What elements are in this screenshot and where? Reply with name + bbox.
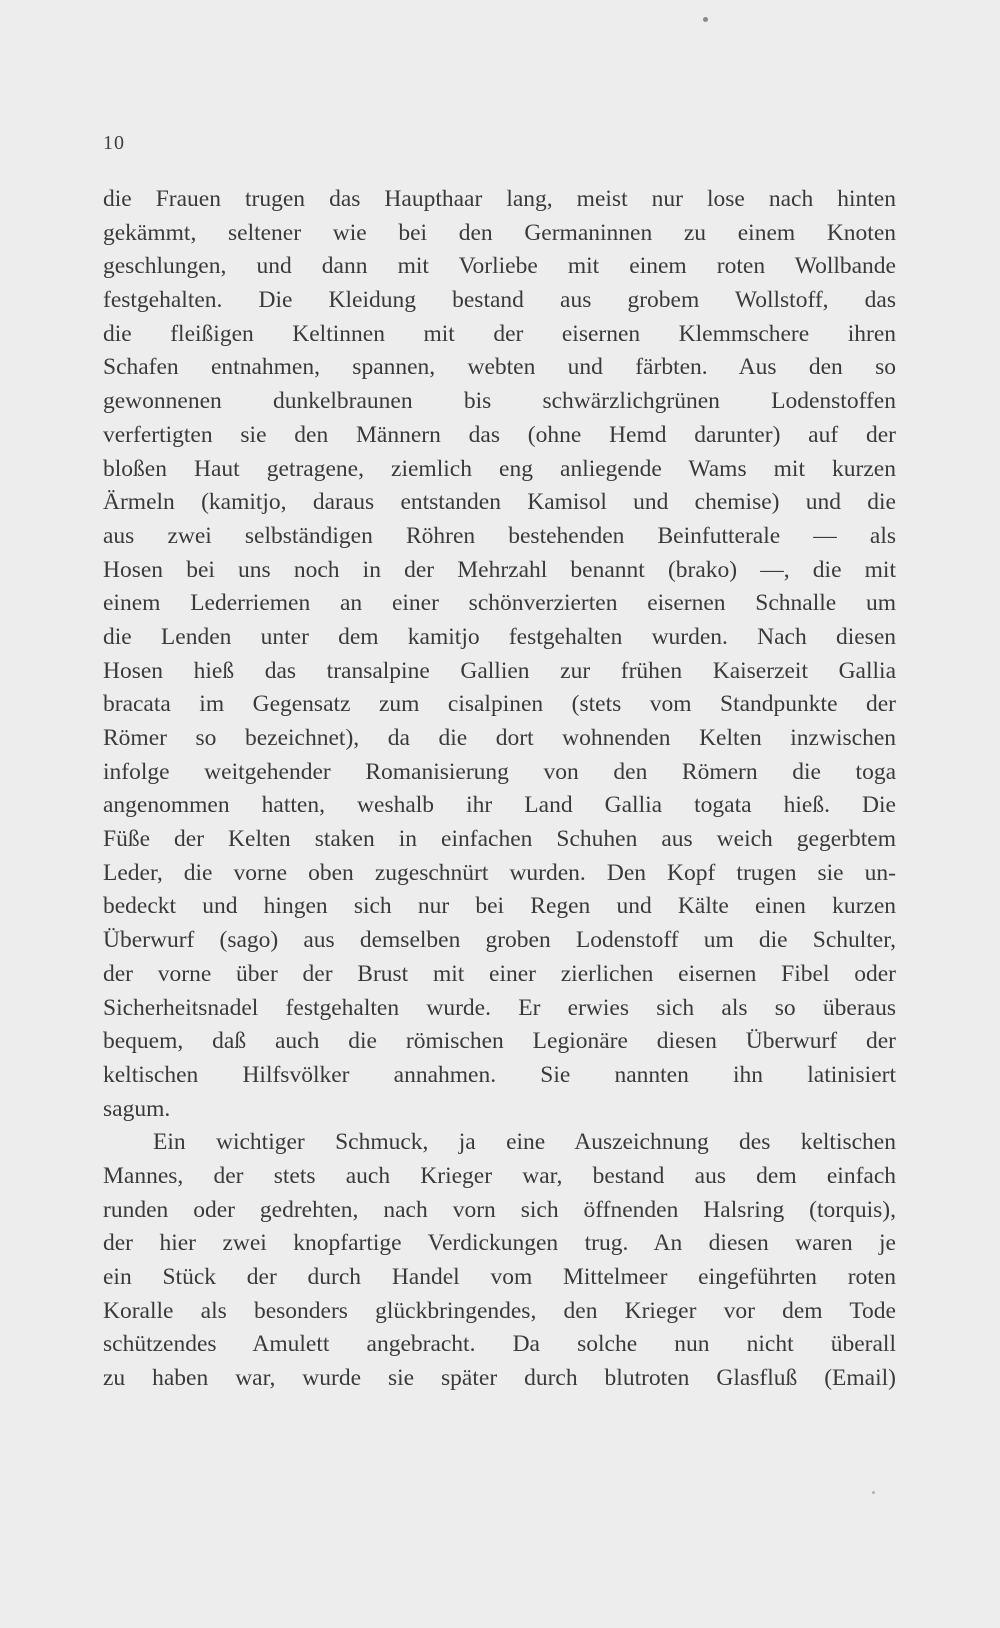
text-line: Sicherheitsnadel festgehalten wurde. Er erwies sich als so überaus <box>103 994 896 1021</box>
text-line: Überwurf (sago) aus demselben groben Lodenstoff um die Schulter, <box>103 927 896 954</box>
text-line: Leder, die vorne oben zugeschnürt wurden. Den Kopf trugen sie un- <box>103 859 896 886</box>
text-line: Ärmeln (kamitjo, daraus entstanden Kamisol und chemise) und die <box>103 489 896 516</box>
text-line: gewonnenen dunkelbraunen bis schwärzlichgrünen Lodenstoffen <box>103 388 896 415</box>
text-line: Mannes, der stets auch Krieger war, bestand aus dem einfach <box>103 1162 896 1189</box>
text-line: der hier zwei knopfartige Verdickungen trug. An diesen waren je <box>103 1230 896 1257</box>
text-line: runden oder gedrehten, nach vorn sich öffnenden Halsring (torquis), <box>103 1196 896 1223</box>
text-line: einem Lederriemen an einer schönverzierten eisernen Schnalle um <box>103 590 896 617</box>
text-line: keltischen Hilfsvölker annahmen. Sie nannten ihn latinisiert <box>103 1061 896 1088</box>
paper-speck <box>872 1491 875 1494</box>
text-line: verfertigten sie den Männern das (ohne Hemd darunter) auf der <box>103 421 896 448</box>
text-line: die Lenden unter dem kamitjo festgehalten wurden. Nach diesen <box>103 623 896 650</box>
text-line: ein Stück der durch Handel vom Mittelmeer eingeführten roten <box>103 1264 896 1290</box>
text-line: bloßen Haut getragene, ziemlich eng anliegende Wams mit kurzen <box>103 455 896 482</box>
text-line: infolge weitgehender Romanisierung von den Römern die toga <box>103 758 896 785</box>
text-line: Hosen bei uns noch in der Mehrzahl benannt (brako) —, die mit <box>103 556 896 583</box>
paper-speck <box>703 17 708 22</box>
text-line: gekämmt, seltener wie bei den Germaninnen zu einem Knoten <box>103 219 896 246</box>
page-number: 10 <box>103 132 125 154</box>
text-line: der vorne über der Brust mit einer zierlichen eisernen Fibel oder <box>103 960 896 987</box>
text-line: Koralle als besonders glückbringendes, den Krieger vor dem Tode <box>103 1297 896 1324</box>
text-line: angenommen hatten, weshalb ihr Land Gallia togata hieß. Die <box>103 792 896 819</box>
body-text <box>103 183 896 1396</box>
text-line: bequem, daß auch die römischen Legionäre diesen Überwurf der <box>103 1028 896 1055</box>
text-line: Ein wichtiger Schmuck, ja eine Auszeichnung des keltischen <box>153 1129 896 1156</box>
text-line: Römer so bezeichnet), da die dort wohnenden Kelten inzwischen <box>103 725 896 751</box>
text-line: festgehalten. Die Kleidung bestand aus grobem Wollstoff, das <box>103 287 896 314</box>
text-line: zu haben war, wurde sie später durch blutroten Glasfluß (Email) <box>103 1365 896 1392</box>
text-line: Hosen hieß das transalpine Gallien zur frühen Kaiserzeit Gallia <box>103 657 896 684</box>
text-line: die fleißigen Keltinnen mit der eisernen Klemmschere ihren <box>103 320 896 347</box>
text-line: Schafen entnahmen, spannen, webten und färbten. Aus den so <box>103 354 896 381</box>
text-line: die Frauen trugen das Haupthaar lang, meist nur lose nach hinten <box>103 186 896 212</box>
text-line: aus zwei selbständigen Röhren bestehenden Beinfutterale — als <box>103 522 896 549</box>
text-line: geschlungen, und dann mit Vorliebe mit einem roten Wollbande <box>103 253 896 280</box>
text-line: sagum. <box>103 1095 171 1122</box>
text-line: bedeckt und hingen sich nur bei Regen und Kälte einen kurzen <box>103 893 896 920</box>
text-line: bracata im Gegensatz zum cisalpinen (stets vom Standpunkte der <box>103 691 896 718</box>
text-line: schützendes Amulett angebracht. Da solche nun nicht überall <box>103 1331 896 1358</box>
text-line: Füße der Kelten staken in einfachen Schuhen aus weich gegerbtem <box>103 826 896 853</box>
